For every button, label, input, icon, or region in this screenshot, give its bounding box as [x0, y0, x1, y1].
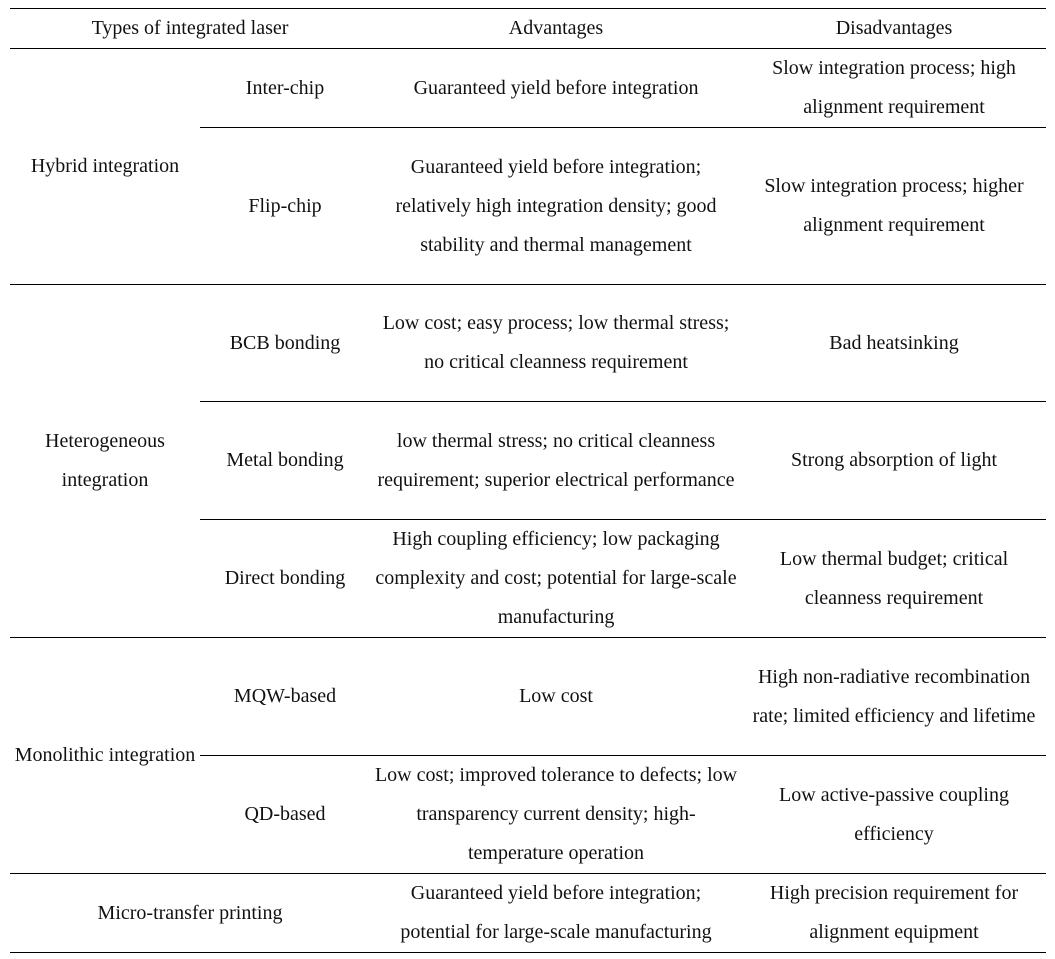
table-row	[10, 638, 1046, 756]
subtype-cell: QD-based	[200, 756, 370, 874]
table-row	[10, 49, 1046, 128]
subtype-cell: Inter-chip	[245, 76, 325, 99]
header-disadvantages: Disadvantages	[742, 9, 1046, 49]
subtype-cell: Metal bonding	[200, 402, 370, 520]
subtype-cell: MQW-based	[200, 638, 370, 756]
table-body	[10, 49, 1046, 953]
category-cell-heterogeneous: Heterogeneous integration	[10, 285, 200, 638]
advantages-cell: Guaranteed yield before integration; relatively high integration density; good stability and thermal management	[370, 128, 742, 285]
advantages-cell: Low cost	[370, 638, 742, 756]
advantages-cell: Guaranteed yield before integration	[413, 76, 699, 99]
subtype-cell: Direct bonding	[200, 520, 370, 638]
table-row	[10, 285, 1046, 402]
header-type: Types of integrated laser	[10, 9, 370, 49]
category-cell-hybrid: Hybrid integration	[30, 155, 180, 177]
disadvantages-cell: Slow integration process; high alignment requirement	[772, 57, 1016, 118]
disadvantages-cell: Slow integration process; higher alignment requirement	[742, 128, 1046, 285]
advantages-cell: Guaranteed yield before integration; potential for large-scale manufacturing	[370, 874, 742, 953]
comparison-table	[10, 8, 1046, 953]
disadvantages-cell: High non-radiative recombination rate; limited efficiency and lifetime	[742, 638, 1046, 756]
advantages-cell: Low cost; improved tolerance to defects; low transparency current density; high-temperature operation	[370, 756, 742, 874]
subtype-cell: BCB bonding	[200, 285, 370, 402]
disadvantages-cell: Low thermal budget; critical cleanness requirement	[742, 520, 1046, 638]
advantages-cell: low thermal stress; no critical cleanness requirement; superior electrical performance	[370, 402, 742, 520]
category-cell-monolithic: Monolithic integration	[10, 638, 200, 874]
disadvantages-cell: High precision requirement for alignment equipment	[742, 874, 1046, 953]
disadvantages-cell: Bad heatsinking	[742, 285, 1046, 402]
subtype-cell: Flip-chip	[200, 128, 370, 285]
table-row	[10, 874, 1046, 953]
disadvantages-cell: Low active-passive coupling efficiency	[742, 756, 1046, 874]
advantages-cell: Low cost; easy process; low thermal stress; no critical cleanness requirement	[370, 285, 742, 402]
advantages-cell: High coupling efficiency; low packaging complexity and cost; potential for large-scale manufacturing	[370, 520, 742, 638]
table-header	[10, 9, 1046, 49]
disadvantages-cell: Strong absorption of light	[742, 402, 1046, 520]
header-advantages: Advantages	[370, 9, 742, 49]
category-cell-micro-transfer: Micro-transfer printing	[10, 874, 370, 953]
